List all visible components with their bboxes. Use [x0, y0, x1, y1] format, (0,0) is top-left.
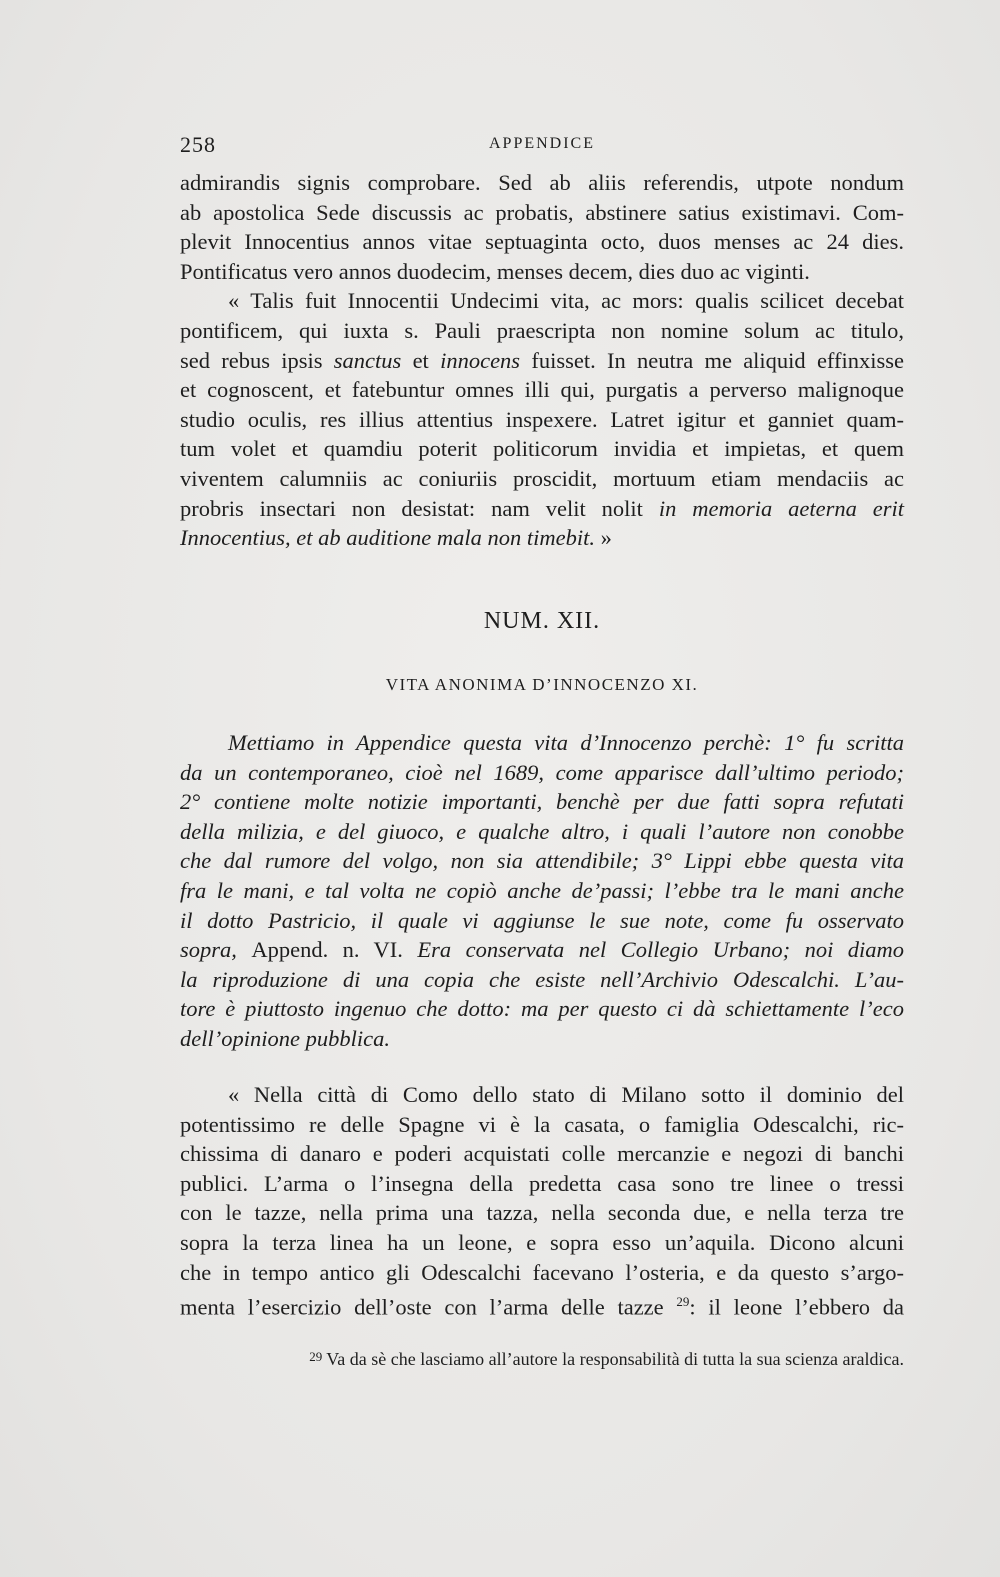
text-line: da un contemporaneo, cioè nel 1689, come apparisce dall’ultimo periodo;	[180, 759, 904, 785]
text-line	[180, 523, 904, 553]
text-run-italic: in memoria aeterna erit	[658, 495, 905, 521]
text-line	[180, 346, 904, 376]
italian-text-body	[180, 1080, 904, 1322]
text-run: et	[412, 347, 429, 373]
text-line: « Nella città di Como dello stato di Milano sotto il dominio del	[228, 1082, 904, 1107]
text-line: Mettiamo in Appendice questa vita d’Innocenzo perchè: 1° fu scritta	[228, 730, 904, 755]
section-title: VITA ANONIMA D’INNOCENZO XI.	[385, 675, 699, 694]
text-line: con le tazze, nella prima una tazza, nella seconda due, e nella terza tre	[180, 1200, 904, 1226]
text-line: dell’opinione pubblica.	[180, 1025, 390, 1051]
text-run-italic: Era conservata nel Collegio Urbano; noi diamo	[417, 937, 905, 963]
text-run: : il leone l’ebbero da	[689, 1294, 904, 1320]
text-line: tum volet et quamdiu poterit politicorum invidia et impietas, et quem	[180, 436, 904, 462]
footnote-text: Va da sè che lasciamo all’autore la responsabilità di tutta la sua scienza araldica.	[326, 1349, 904, 1369]
text-line: chissima di danaro e poderi acquistati colle mercanzie e negozi di banchi	[180, 1141, 904, 1167]
text-line: fra le mani, e tal volta ne copiò anche de’passi; l’ebbe tra le mani anche	[180, 877, 904, 903]
footnote-reference: 29	[676, 1294, 690, 1310]
text-line: studio oculis, res illius attentius inspexere. Latret igitur et ganniet quam-	[180, 406, 904, 432]
text-line	[180, 935, 904, 965]
page-number: 258	[180, 132, 216, 157]
text-run: menta l’esercizio dell’oste con l’arma delle tazze	[180, 1294, 664, 1320]
text-line: che in tempo antico gli Odescalchi facevano l’osteria, e da questo s’argo-	[180, 1259, 904, 1285]
text-line: Pontificatus vero annos duodecim, menses decem, dies duo ac viginti.	[180, 258, 810, 284]
latin-paragraph-1	[180, 168, 904, 553]
text-line: pontificem, qui iuxta s. Pauli praescripta non nomine solum ac titulo,	[180, 317, 904, 343]
text-line: tore è piuttosto ingenuo che dotto: ma per questo ci dà schiettamente l’eco	[180, 996, 904, 1022]
text-line	[180, 1287, 904, 1322]
text-run: »	[600, 525, 612, 551]
text-line: « Talis fuit Innocentii Undecimi vita, ac mors: qualis scilicet decebat	[228, 288, 904, 314]
text-line: sopra la terza linea ha un leone, e sopra esso un’aquila. Dicono alcuni	[180, 1229, 904, 1255]
text-run: probris insectari non desistat: nam velit nolit	[180, 495, 643, 521]
text-line: che dal rumore del volgo, non sia attendibile; 3° Lippi ebbe questa vita	[180, 848, 904, 874]
text-run-italic: sanctus	[333, 347, 402, 373]
footnote	[180, 1349, 904, 1370]
text-line: et cognoscent, et fatebuntur omnes illi qui, purgatis a perverso malignoque	[180, 377, 904, 403]
text-line	[180, 494, 904, 524]
editor-introduction	[180, 728, 904, 1054]
text-run-italic: sopra,	[180, 937, 237, 963]
text-line: publici. L’arma o l’insegna della predetta casa sono tre linee o tressi	[180, 1170, 904, 1196]
text-line: plevit Innocentius annos vitae septuaginta octo, duos menses ac 24 dies.	[180, 229, 904, 255]
footnote-mark: 29	[309, 1349, 323, 1364]
text-line: potentissimo re delle Spagne vi è la casata, o famiglia Odescalchi, ric-	[180, 1111, 904, 1137]
text-run-italic: innocens	[440, 347, 521, 373]
text-line: admirandis signis comprobare. Sed ab aliis referendis, utpote nondum	[180, 170, 904, 195]
text-run: sed rebus ipsis	[180, 347, 323, 373]
text-run: Append. n. VI.	[251, 937, 403, 963]
text-line: della milizia, e del giuoco, e qualche altro, i quali l’autore non conobbe	[180, 818, 904, 844]
section-number: NUM. XII.	[483, 608, 601, 634]
page-header	[180, 132, 904, 162]
text-run-italic: Innocentius, et ab auditione mala non timebit.	[180, 525, 595, 551]
text-line: viventem calumniis ac coniuriis proscidit, mortuum etiam mendaciis ac	[180, 465, 904, 491]
text-line: ab apostolica Sede discussis ac probatis, abstinere satius existimavi. Com-	[180, 199, 904, 225]
text-run: fuisset. In neutra me aliquid effinxisse	[531, 347, 905, 373]
text-line: 2° contiene molte notizie importanti, benchè per due fatti sopra refutati	[180, 789, 904, 815]
text-line: la riproduzione di una copia che esiste nell’Archivio Odescalchi. L’au-	[180, 966, 904, 992]
text-line: il dotto Pastricio, il quale vi aggiunse le sue note, come fu osservato	[180, 907, 904, 933]
running-head: APPENDICE	[488, 135, 595, 152]
